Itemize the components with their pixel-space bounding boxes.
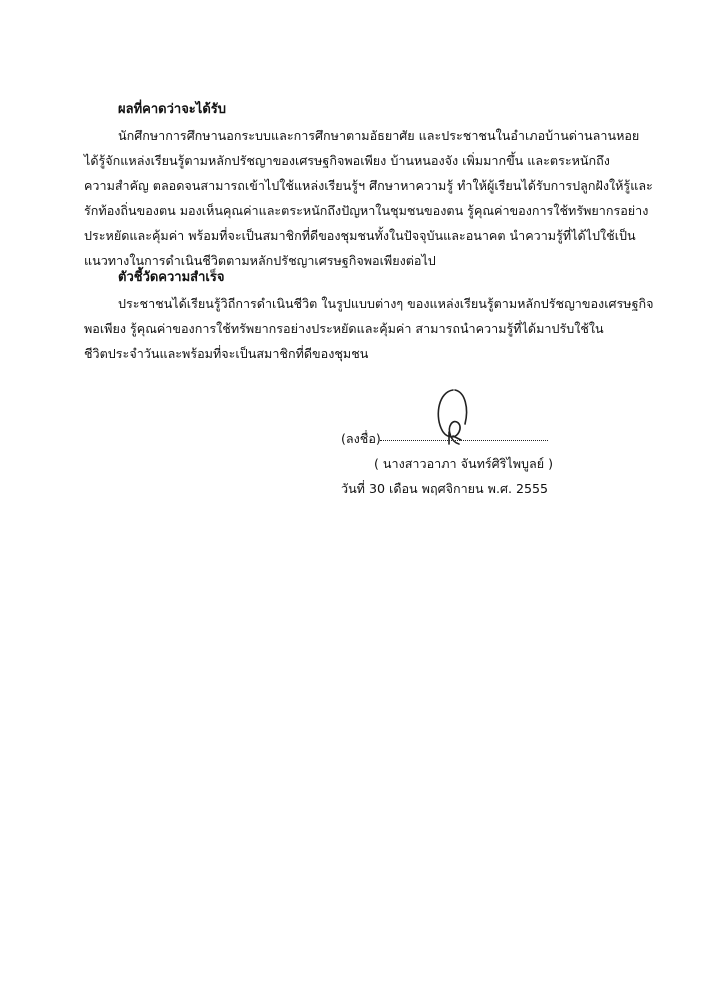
expected-results-line: ประหยัดและคุ้มค่า พร้อมที่จะเป็นสมาชิกที่ดีของชุมชนทั้งในปัจจุบันและอนาคต นำความรู้ที่ได้ไปใช้เป็น bbox=[84, 228, 636, 243]
signature-date: วันที่ 30 เดือน พฤศจิกายน พ.ศ. 2555 bbox=[341, 481, 549, 496]
expected-results-line: ได้รู้จักแหล่งเรียนรู้ตามหลักปรัชญาของเศรษฐกิจพอเพียง บ้านหนองจัง เพิ่มมากขึ้น และตระหนักถึง bbox=[84, 153, 610, 168]
success-indicators-line: ประชาชนได้เรียนรู้วิถีการดำเนินชีวิต ในรูปแบบต่างๆ ของแหล่งเรียนรู้ตามหลักปรัชญาของเศรษฐกิจ bbox=[118, 296, 654, 311]
signature-line bbox=[380, 434, 548, 441]
handwritten-signature bbox=[425, 384, 485, 454]
expected-results-line: รักท้องถิ่นของตน มองเห็นคุณค่าและตระหนักถึงปัญหาในชุมชนของตน รู้คุณค่าของการใช้ทรัพยากรอย่าง bbox=[84, 203, 649, 218]
expected-results-line: แนวทางในการดำเนินชีวิตตามหลักปรัชญาเศรษฐกิจพอเพียงต่อไป bbox=[84, 253, 436, 268]
expected-results-heading: ผลที่คาดว่าจะได้รับ bbox=[118, 102, 227, 117]
success-indicators-line: ชีวิตประจำวันและพร้อมที่จะเป็นสมาชิกที่ดีของชุมชน bbox=[84, 346, 369, 361]
sign-label: (ลงชื่อ) bbox=[341, 431, 381, 446]
success-indicators-line: พอเพียง รู้คุณค่าของการใช้ทรัพยากรอย่างประหยัดและคุ้มค่า สามารถนำความรู้ที่ได้มาปรับใช้ใน bbox=[84, 321, 604, 336]
expected-results-line: นักศึกษาการศึกษานอกระบบและการศึกษาตามอัธยาศัย และประชาชนในอำเภอบ้านด่านลานหอย bbox=[118, 128, 640, 143]
expected-results-line: ความสำคัญ ตลอดจนสามารถเข้าไปใช้แหล่งเรียนรู้ฯ ศึกษาหาความรู้ ทำให้ผู้เรียนได้รับการปลูกฝังให้รู้และ bbox=[84, 178, 653, 193]
signer-name: ( นางสาวอาภา จันทร์ศิริไพบูลย์ ) bbox=[374, 456, 554, 471]
success-indicators-heading: ตัวชี้วัดความสำเร็จ bbox=[118, 270, 225, 285]
